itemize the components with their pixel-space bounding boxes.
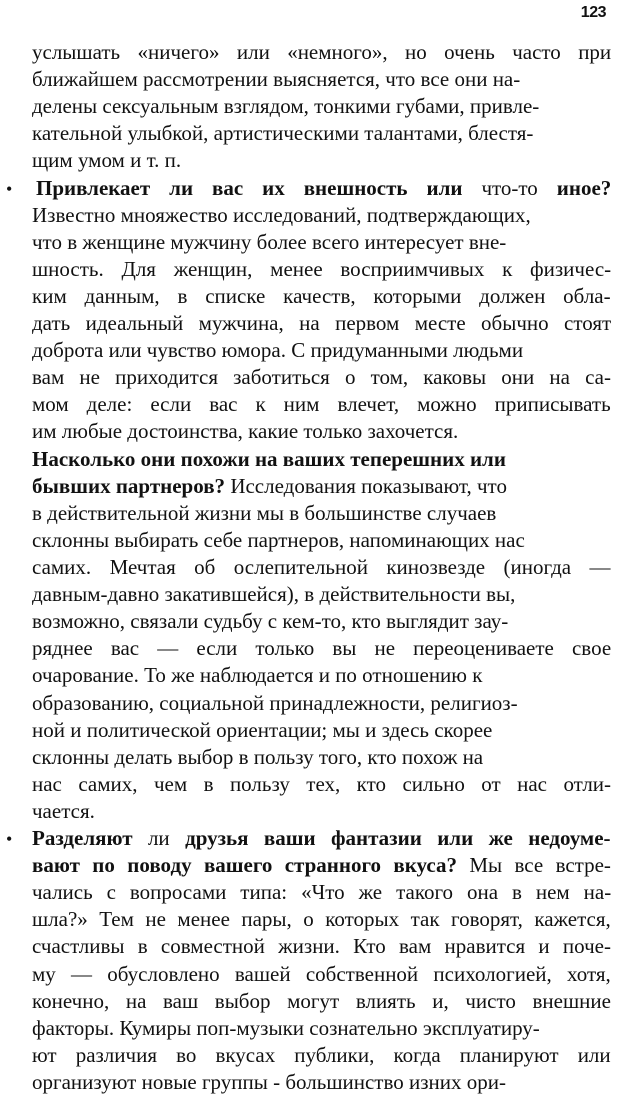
text-run: организуют новые группы - большинство изних ори- [32,1070,506,1094]
text-line [32,555,611,581]
bold-text: вают по поводу вашего странного вкуса? [32,853,457,877]
text-run: Исследования показывают, что [225,474,507,498]
text-run: ной и политической ориентации; мы и здесь скорее [32,718,493,742]
text-line [32,582,515,608]
page-number: 123 [580,4,606,21]
text-line [32,962,611,988]
text-line [32,94,539,120]
text-line [32,257,611,283]
text-line [36,176,611,202]
text-line [32,40,611,66]
text-run: склонны выбирать себе партнеров, напоминающих нас [32,528,525,552]
text-run: вам не приходится заботиться о том, каковы они на са- [32,365,611,389]
text-line [32,934,611,960]
text-line [32,718,492,744]
text-line [32,284,611,310]
text-line [32,1016,540,1042]
text-line [32,691,518,717]
text-run: факторы. Кумиры поп-музыки сознательно эксплуатиру- [32,1016,540,1040]
bullet-icon: • [6,179,13,199]
text-run: очарование. То же наблюдается и по отношению к [32,663,483,687]
text-line [32,419,458,445]
text-line [32,853,611,879]
text-line [32,338,523,364]
text-run: Известно мнояжество исследований, подтверждающих, [32,203,531,227]
text-run: дать идеальный мужчина, на первом месте обычно стоят [32,311,612,335]
text-run: конечно, на ваш выбор могут влиять и, чисто внешние [32,989,611,1013]
text-run: в действительной жизни мы в большинстве случаев [32,501,497,525]
text-line [32,501,496,527]
text-line [32,1043,611,1069]
text-run: щим умом и т. п. [32,148,182,172]
text-line [32,67,520,93]
bold-text: Разделяют [32,826,133,850]
text-run: нас самих, чем в пользу тех, кто сильно от нас отли- [32,772,612,796]
text-line [32,636,611,662]
text-line [32,772,611,798]
text-run: кательной улыбкой, артистическими талантами, блестя- [32,121,534,145]
bold-text: Насколько они похожи на ваших теперешних или [32,447,506,471]
text-line [32,799,95,825]
text-line [32,121,533,147]
text-run: ким данным, в списке качеств, которыми должен обла- [32,284,611,308]
text-run: самих. Мечтая об ослепительной кинозвезде (иногда — [32,555,611,579]
text-line [32,474,507,500]
text-line [32,528,525,554]
text-line [32,1070,506,1096]
text-line [32,447,506,473]
text-run: ряднее вас — если только вы не переоцениваете свое [32,636,612,660]
text-run: давным-давно закатившейся), в действительности вы, [32,582,516,606]
text-run: шла?» Тем не менее пары, о которых так говорят, кажется, [32,907,611,931]
bold-text: друзья ваши фантазии или же недоуме- [185,826,611,850]
text-line [32,203,531,229]
text-run: чается. [32,799,95,823]
text-run: услышать «ничего» или «немного», но очень часто при [32,40,612,64]
text-run: делены сексуальным взглядом, тонкими губами, привле- [32,94,540,118]
text-run: что в женщине мужчину более всего интересует вне- [32,230,507,254]
text-run: чались с вопросами типа: «Что же такого она в нем на- [32,880,612,904]
text-run: образованию, социальной принадлежности, религиоз- [32,691,518,715]
text-line [32,826,611,852]
bold-text: Привлекает ли вас их внешность или [36,176,463,200]
text-line [32,311,611,337]
text-run: му — обусловлено вашей собственной психологией, хотя, [32,962,611,986]
text-line [32,230,506,256]
text-line [32,392,611,418]
bold-text: бывших партнеров? [32,474,226,498]
text-run: ближайшем рассмотрении выясняется, что все они на- [32,67,521,91]
text-run: Мы все встре- [456,853,611,877]
text-run: шность. Для женщин, менее восприимчивых к физичес- [32,257,612,281]
text-line [32,989,611,1015]
text-line [32,663,482,689]
text-line [32,148,181,174]
text-run: ют различия во вкусах публики, когда планируют или [32,1043,611,1067]
text-run: возможно, связали судьбу с кем-то, кто выглядит зау- [32,609,509,633]
text-run: мом деле: если вас к ним влечет, можно приписывать [32,392,611,416]
text-run: склонны делать выбор в пользу того, кто похож на [32,745,484,769]
text-run: счастливы в совместной жизни. Кто вам нравится и поче- [32,934,611,958]
text-line [32,609,508,635]
text-line [32,365,611,391]
text-run: ли [132,826,186,850]
bold-text: иное? [556,176,612,200]
bullet-icon: • [6,829,13,849]
text-line [32,907,611,933]
text-line [32,745,483,771]
text-run: доброта или чувство юмора. С придуманными людьми [32,338,524,362]
text-run: им любые достоинства, какие только захочется. [32,419,459,443]
text-run: что-то [462,176,557,200]
text-line [32,880,611,906]
